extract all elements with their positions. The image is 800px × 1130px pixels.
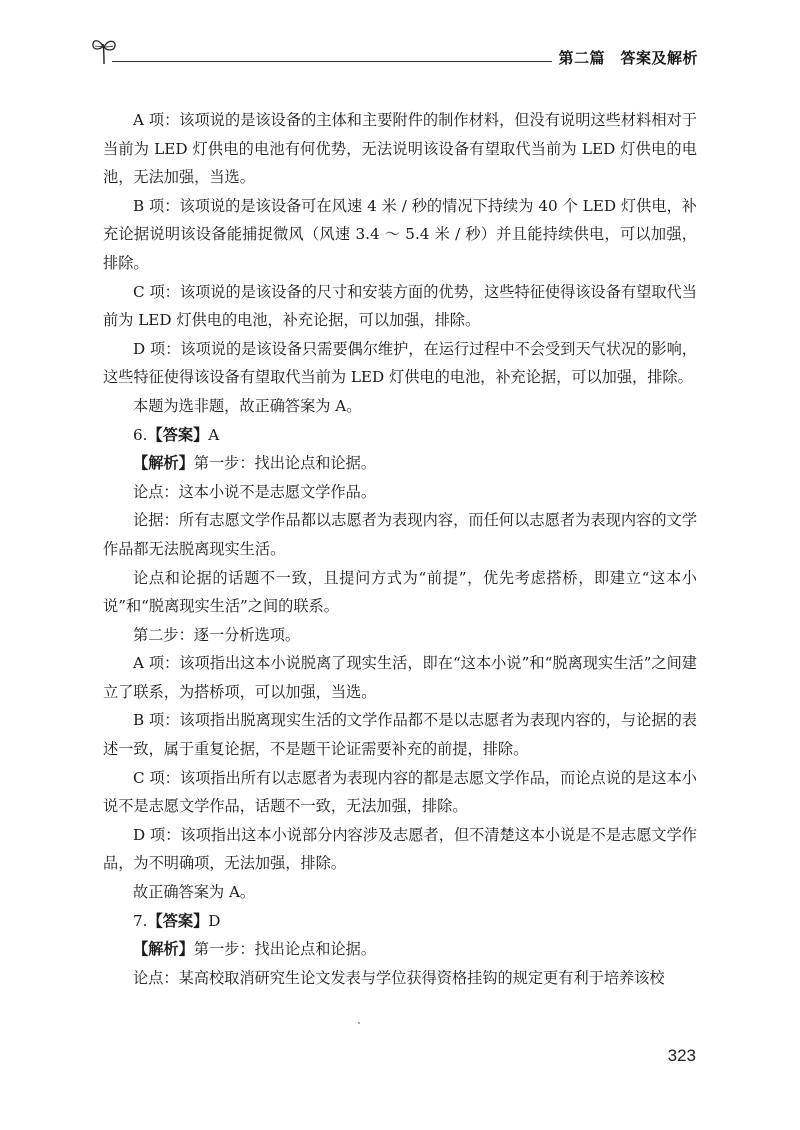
paragraph (103, 764, 697, 821)
paragraph (103, 878, 697, 907)
paragraph-text: C 项：该项说的是该设备的尺寸和安装方面的优势，这些特征使得该设备有望取代当前为 LED 灯供电的电池，补充论据，可以加强，排除。 (103, 282, 697, 330)
header-rule (112, 61, 552, 62)
paragraph (103, 964, 697, 993)
paragraph-text: 论点和论据的话题不一致，且提问方式为“前提”，优先考虑搭桥，即建立“这本小说”和“脱离现实生活”之间的联系。 (103, 568, 697, 616)
paragraph (103, 335, 697, 392)
paragraph (103, 278, 697, 335)
header-title: 第二篇 答案及解析 (558, 49, 698, 67)
paragraph (103, 821, 697, 878)
paragraph (103, 392, 697, 421)
sprout-logo-icon (90, 34, 120, 68)
paragraph (103, 478, 697, 507)
paragraph-text: 论点：某高校取消研究生论文发表与学位获得资格挂钩的规定更有利于培养该校 (133, 968, 665, 987)
paragraph-text: 第一步：找出论点和论据。 (193, 940, 376, 959)
paragraph-text: 论点：这本小说不是志愿文学作品。 (133, 482, 376, 501)
paragraph (103, 935, 697, 964)
paragraph (103, 421, 697, 450)
page-header (90, 30, 698, 70)
paragraph (103, 907, 697, 936)
paragraph-text: 第一步：找出论点和论据。 (193, 454, 376, 473)
paragraph-text: B 项：该项指出脱离现实生活的文学作品都不是以志愿者为表现内容的，与论据的表述一致，属于重复论据，不是题干论证需要补充的前提，排除。 (103, 711, 697, 759)
paragraph-text: A 项：该项说的是该设备的主体和主要附件的制作材料，但没有说明这些材料相对于当前为 LED 灯供电的电池有何优势，无法说明该设备有望取代当前为 LED 灯供电的电池，无法加强，当选。 (103, 111, 697, 187)
answer-explanation-body (103, 106, 697, 992)
paragraph-text: D (208, 911, 221, 930)
paragraph-text: B 项：该项说的是该设备可在风速 4 米 / 秒的情况下持续为 40 个 LED 灯供电，补充论据说明该设备能捕捉微风（风速 3.4 ～ 5.4 米 / 秒）并且能持续供电，可以加强，排除。 (103, 196, 697, 272)
paragraph (103, 621, 697, 650)
paragraph-text: 第二步：逐一分析选项。 (133, 625, 301, 644)
paragraph (103, 449, 697, 478)
bold-label: 【答案】 (147, 425, 209, 444)
paragraph-text: 6. (133, 425, 148, 444)
paragraph (103, 564, 697, 621)
paragraph (103, 506, 697, 563)
paragraph-text: A 项：该项指出这本小说脱离了现实生活，即在“这本小说”和“脱离现实生活”之间建立了联系，为搭桥项，可以加强，当选。 (103, 654, 697, 701)
paragraph (103, 106, 697, 192)
paragraph (103, 192, 697, 278)
paragraph-text: 论据：所有志愿文学作品都以志愿者为表现内容，而任何以志愿者为表现内容的文学作品都无法脱离现实生活。 (103, 511, 697, 558)
paragraph (103, 706, 697, 763)
bold-label: 【解析】 (133, 454, 194, 473)
footer-mark (358, 1022, 360, 1024)
paragraph-text: C 项：该项指出所有以志愿者为表现内容的都是志愿文学作品，而论点说的是这本小说不是志愿文学作品，话题不一致，无法加强，排除。 (103, 768, 697, 816)
paragraph (103, 649, 697, 706)
paragraph-text: 故正确答案为 A。 (133, 883, 256, 902)
bold-label: 【答案】 (147, 911, 209, 930)
paragraph-text: 7. (133, 911, 148, 930)
paragraph-text: 本题为选非题，故正确答案为 A。 (133, 396, 362, 415)
paragraph-text: D 项：该项指出这本小说部分内容涉及志愿者，但不清楚这本小说是不是志愿文学作品，为不明确项，无法加强，排除。 (103, 825, 697, 873)
page-number: 323 (667, 1046, 696, 1065)
paragraph-text: A (208, 425, 220, 444)
bold-label: 【解析】 (133, 940, 194, 959)
paragraph-text: D 项：该项说的是该设备只需要偶尔维护，在运行过程中不会受到天气状况的影响，这些特征使得该设备有望取代当前为 LED 灯供电的电池，补充论据，可以加强，排除。 (103, 339, 697, 387)
